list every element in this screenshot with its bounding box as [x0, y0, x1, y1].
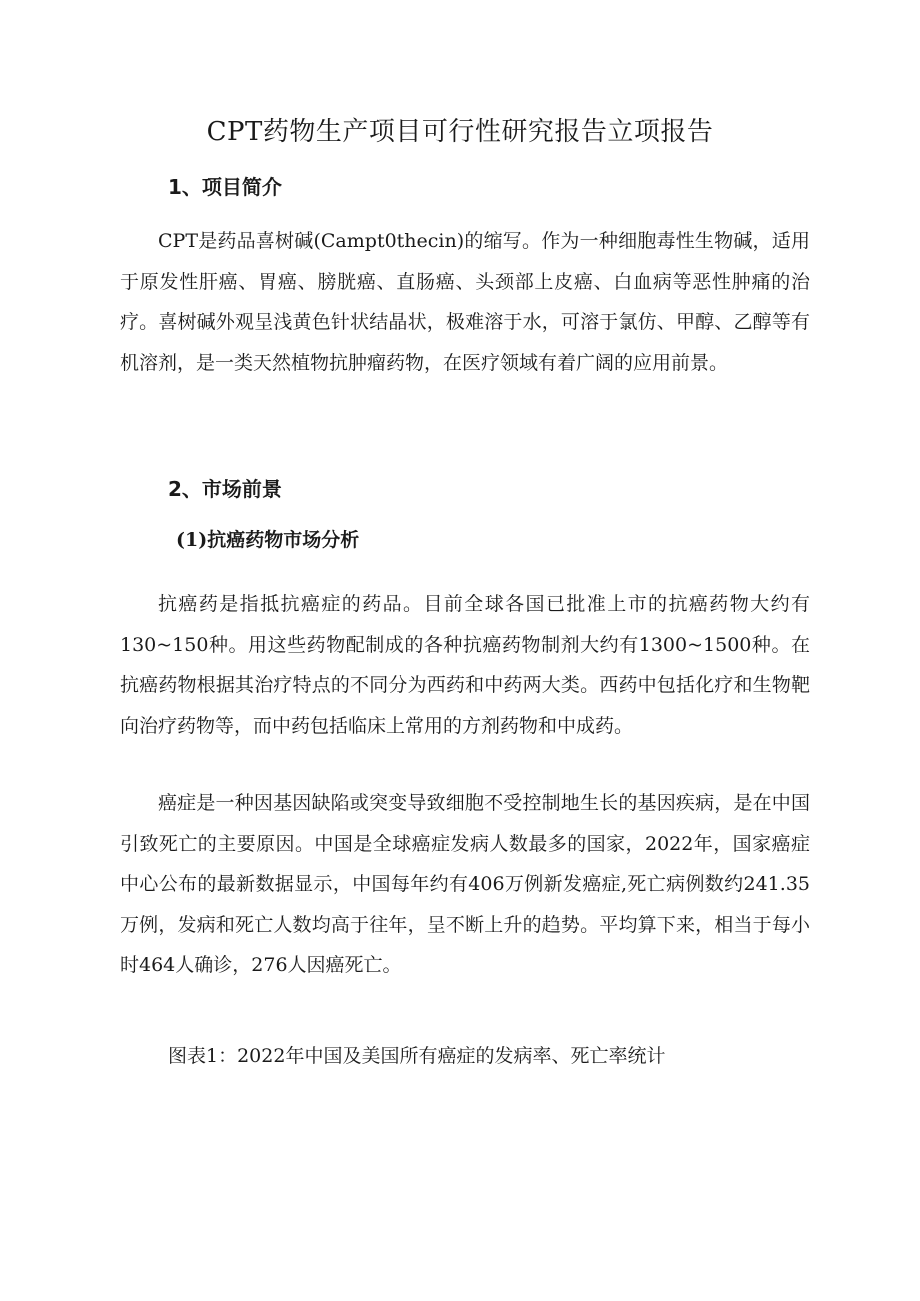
- figure-caption: 图表1：2022年中国及美国所有癌症的发病率、死亡率统计: [168, 1045, 666, 1067]
- market-paragraph-2: 癌症是一种因基因缺陷或突变导致细胞不受控制地生长的基因疾病，是在中国引致死亡的主要原因。中国是全球癌症发病人数最多的国家，2022年，国家癌症中心公布的最新数据显示，中国每年约有406万例新发癌症,死亡病例数约241.35万例，发病和死亡人数均高于往年，呈不断上升的趋势。平均算下来，相当于每小时464人确诊，276人因癌死亡。: [120, 792, 810, 976]
- section-heading-market: 2、市场前景: [168, 477, 282, 501]
- market-paragraph-1: 抗癌药是指抵抗癌症的药品。目前全球各国已批准上市的抗癌药物大约有130~150种。用这些药物配制成的各种抗癌药物制剂大约有1300~1500种。在抗癌药物根据其治疗特点的不同分为西药和中药两大类。西药中包括化疗和生物靶向治疗药物等，而中药包括临床上常用的方剂药物和中成药。: [120, 593, 810, 737]
- intro-paragraph: CPT是药品喜树碱(Campt0thecin)的缩写。作为一种细胞毒性生物碱，适用于原发性肝癌、胃癌、膀胱癌、直肠癌、头颈部上皮癌、白血病等恶性肿痛的治疗。喜树碱外观呈浅黄色针状结晶状，极难溶于水，可溶于氯仿、甲醇、乙醇等有机溶剂，是一类天然植物抗肿瘤药物，在医疗领域有着广阔的应用前景。: [120, 230, 810, 374]
- document-title: CPT药物生产项目可行性研究报告立项报告: [206, 117, 714, 147]
- subheading-market-analysis: (1)抗癌药物市场分析: [176, 529, 360, 551]
- section-heading-intro: 1、项目简介: [168, 175, 282, 199]
